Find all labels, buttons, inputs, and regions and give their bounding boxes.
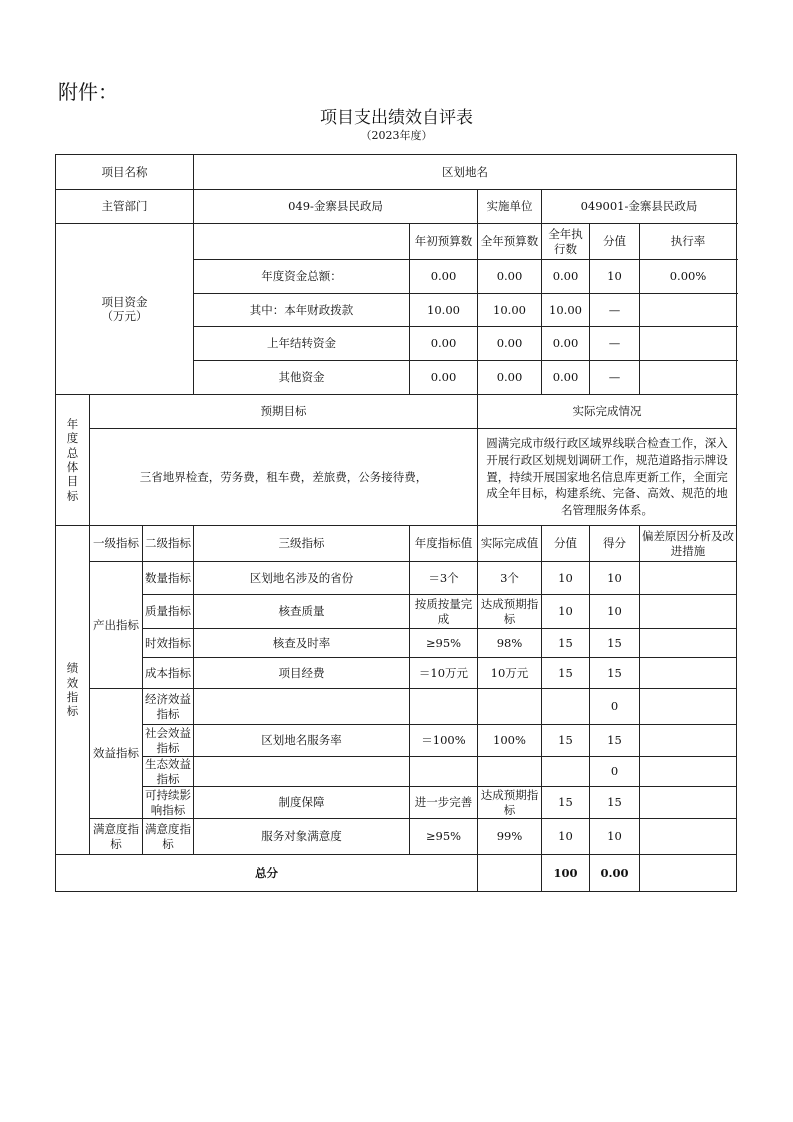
header-score: 得分: [590, 526, 640, 562]
actual-completion-header: 实际完成情况: [478, 395, 737, 429]
indicator-score-value: 15: [542, 725, 590, 757]
indicator-actual: [478, 757, 542, 787]
header-analysis: 偏差原因分析及改进措施: [640, 526, 737, 562]
funds-score-value: —: [590, 361, 640, 395]
indicator-analysis: [640, 629, 737, 658]
funds-header-0: 年初预算数: [410, 224, 478, 260]
indicator-row: [56, 629, 737, 658]
header-level2: 二级指标: [143, 526, 194, 562]
level2-indicator: 社会效益指标: [143, 725, 194, 757]
header-level1: 一级指标: [90, 526, 143, 562]
attachment-label: 附件：: [58, 80, 118, 104]
indicator-target: ≥95%: [410, 629, 478, 658]
header-actual: 实际完成值: [478, 526, 542, 562]
level3-indicator: 区划地名涉及的省份: [194, 562, 410, 595]
funds-row-label: 其他资金: [194, 361, 410, 395]
level2-indicator: 质量指标: [143, 595, 194, 629]
indicators-label: 绩 效 指 标: [56, 526, 90, 855]
level3-indicator: [194, 757, 410, 787]
level2-indicator: 经济效益指标: [143, 689, 194, 725]
funds-executed: 0.00: [542, 327, 590, 361]
project-name-label: 项目名称: [56, 155, 194, 190]
level1-indicator: 效益指标: [90, 689, 143, 819]
funds-executed: 0.00: [542, 260, 590, 294]
indicator-analysis: [640, 595, 737, 629]
indicator-actual: [478, 689, 542, 725]
total-score: 0.00: [590, 855, 640, 892]
funds-score-value: —: [590, 327, 640, 361]
indicator-analysis: [640, 787, 737, 819]
indicator-score-value: 10: [542, 595, 590, 629]
funds-header-2: 全年执行数: [542, 224, 590, 260]
funds-exec-rate: [640, 294, 737, 327]
indicator-target: ＝3个: [410, 562, 478, 595]
indicator-row: [56, 689, 737, 725]
indicator-row: [56, 819, 737, 855]
dept-value: 049-金寨县民政局: [194, 190, 478, 224]
indicator-row: [56, 658, 737, 689]
funds-header-1: 全年预算数: [478, 224, 542, 260]
indicator-score: 10: [590, 562, 640, 595]
indicator-target: ＝10万元: [410, 658, 478, 689]
funds-label: 项目资金 （万元）: [56, 224, 194, 395]
funds-header-row: [56, 224, 737, 260]
unit-value: 049001-金寨县民政局: [542, 190, 737, 224]
funds-executed: 0.00: [542, 361, 590, 395]
indicator-analysis: [640, 562, 737, 595]
indicator-actual: 3个: [478, 562, 542, 595]
indicator-analysis: [640, 819, 737, 855]
project-name-value: 区划地名: [194, 155, 737, 190]
funds-init-budget: 0.00: [410, 327, 478, 361]
indicator-score: 15: [590, 629, 640, 658]
indicator-score: 10: [590, 595, 640, 629]
level1-indicator: 满意度指标: [90, 819, 143, 855]
indicator-score: 15: [590, 725, 640, 757]
dept-label: 主管部门: [56, 190, 194, 224]
indicator-target: 进一步完善: [410, 787, 478, 819]
indicator-target: ＝100%: [410, 725, 478, 757]
funds-row-label: 其中：本年财政拨款: [194, 294, 410, 327]
level3-indicator: [194, 689, 410, 725]
level3-indicator: 区划地名服务率: [194, 725, 410, 757]
expected-goal-header: 预期目标: [90, 395, 478, 429]
header-target: 年度指标值: [410, 526, 478, 562]
indicator-analysis: [640, 725, 737, 757]
level2-indicator: 可持续影响指标: [143, 787, 194, 819]
page-subtitle: （2023年度）: [360, 129, 433, 142]
indicator-target: ≥95%: [410, 819, 478, 855]
header-level3: 三级指标: [194, 526, 410, 562]
indicator-analysis: [640, 757, 737, 787]
level2-indicator: 成本指标: [143, 658, 194, 689]
indicator-score-value: 10: [542, 819, 590, 855]
indicator-score-value: 15: [542, 629, 590, 658]
level3-indicator: 制度保障: [194, 787, 410, 819]
indicator-score: 15: [590, 658, 640, 689]
indicator-analysis: [640, 689, 737, 725]
funds-header-4: 执行率: [640, 224, 737, 260]
expected-goal-text: 三省地界检查，劳务费，租车费，差旅费，公务接待费，: [90, 429, 478, 526]
level1-indicator: 产出指标: [90, 562, 143, 689]
funds-init-budget: 0.00: [410, 361, 478, 395]
total-score-value: 100: [542, 855, 590, 892]
header-score-value: 分值: [542, 526, 590, 562]
department-row: [56, 190, 737, 224]
indicator-actual: 98%: [478, 629, 542, 658]
funds-row-label: 上年结转资金: [194, 327, 410, 361]
funds-init-budget: 0.00: [410, 260, 478, 294]
funds-score-value: —: [590, 294, 640, 327]
funds-executed: 10.00: [542, 294, 590, 327]
level2-indicator: 数量指标: [143, 562, 194, 595]
indicator-score: 0: [590, 757, 640, 787]
indicator-actual: 99%: [478, 819, 542, 855]
indicator-score-value: [542, 757, 590, 787]
indicator-row: [56, 787, 737, 819]
level2-indicator: 时效指标: [143, 629, 194, 658]
funds-full-budget: 0.00: [478, 327, 542, 361]
funds-row-label: 年度资金总额：: [194, 260, 410, 294]
goals-label: 年 度 总 体 目 标: [56, 395, 90, 526]
level3-indicator: 服务对象满意度: [194, 819, 410, 855]
level2-indicator: 生态效益指标: [143, 757, 194, 787]
indicator-target: [410, 689, 478, 725]
total-label: 总分: [56, 855, 478, 892]
indicator-actual: 达成预期指标: [478, 595, 542, 629]
evaluation-table: [55, 154, 737, 892]
indicator-actual: 达成预期指标: [478, 787, 542, 819]
indicator-row: [56, 725, 737, 757]
indicator-score-value: 15: [542, 658, 590, 689]
indicator-actual: 100%: [478, 725, 542, 757]
page-title: 项目支出绩效自评表: [320, 108, 473, 128]
indicator-target: [410, 757, 478, 787]
indicator-row: [56, 757, 737, 787]
funds-header-blank: [194, 224, 410, 260]
funds-score-value: 10: [590, 260, 640, 294]
indicator-score-value: 10: [542, 562, 590, 595]
level3-indicator: 项目经费: [194, 658, 410, 689]
funds-header-3: 分值: [590, 224, 640, 260]
indicator-score: 15: [590, 787, 640, 819]
project-name-row: [56, 155, 737, 190]
funds-exec-rate: [640, 327, 737, 361]
total-row: [56, 855, 737, 892]
actual-completion-text: 圆满完成市级行政区域界线联合检查工作，深入开展行政区划规划调研工作，规范道路指示牌设置，持续开展国家地名信息库更新工作，全面完成全年目标，构建系统、完备、高效、规范的地名管理服务体系。: [478, 429, 737, 526]
level3-indicator: 核查及时率: [194, 629, 410, 658]
total-blank: [478, 855, 542, 892]
funds-exec-rate: 0.00%: [640, 260, 737, 294]
indicator-score-value: [542, 689, 590, 725]
funds-full-budget: 0.00: [478, 260, 542, 294]
indicator-analysis: [640, 658, 737, 689]
funds-init-budget: 10.00: [410, 294, 478, 327]
indicator-score: 10: [590, 819, 640, 855]
indicator-target: 按质按量完成: [410, 595, 478, 629]
indicator-row: [56, 595, 737, 629]
indicator-row: [56, 562, 737, 595]
indicators-header-row: [56, 526, 737, 562]
goals-header-row: [56, 395, 737, 429]
funds-full-budget: 10.00: [478, 294, 542, 327]
level2-indicator: 满意度指标: [143, 819, 194, 855]
funds-exec-rate: [640, 361, 737, 395]
indicator-score-value: 15: [542, 787, 590, 819]
indicator-score: 0: [590, 689, 640, 725]
unit-label: 实施单位: [478, 190, 542, 224]
total-analysis: [640, 855, 737, 892]
goals-content-row: [56, 429, 737, 526]
indicator-actual: 10万元: [478, 658, 542, 689]
funds-full-budget: 0.00: [478, 361, 542, 395]
level3-indicator: 核查质量: [194, 595, 410, 629]
